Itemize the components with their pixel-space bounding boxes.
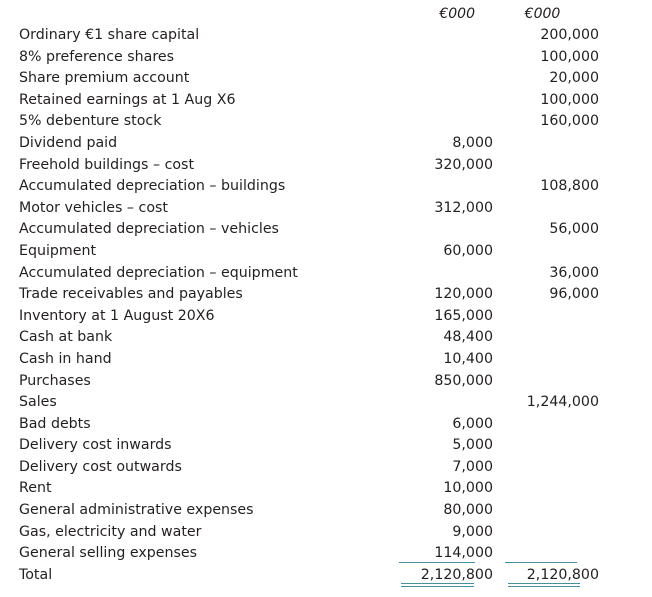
debit-amount: 80,000 bbox=[443, 502, 493, 519]
account-row bbox=[19, 241, 639, 263]
account-row bbox=[19, 371, 639, 393]
credit-total-double-rule bbox=[508, 583, 580, 587]
credit-amount: 100,000 bbox=[540, 48, 599, 65]
account-row bbox=[19, 392, 639, 414]
debit-amount: 850,000 bbox=[434, 372, 493, 389]
account-row bbox=[19, 284, 639, 306]
account-label: Delivery cost outwards bbox=[19, 458, 182, 475]
account-label: Gas, electricity and water bbox=[19, 523, 202, 540]
account-label: Cash in hand bbox=[19, 350, 112, 367]
account-label: Motor vehicles – cost bbox=[19, 199, 168, 216]
account-row bbox=[19, 68, 639, 90]
account-row bbox=[19, 457, 639, 479]
account-label: Equipment bbox=[19, 242, 97, 259]
credit-amount: 160,000 bbox=[540, 113, 599, 130]
account-label: 5% debenture stock bbox=[19, 113, 162, 130]
debit-total-double-rule bbox=[401, 583, 474, 587]
debit-amount: 9,000 bbox=[452, 523, 493, 540]
account-row bbox=[19, 111, 639, 133]
debit-amount: 114,000 bbox=[434, 545, 493, 562]
account-label: General selling expenses bbox=[19, 545, 197, 562]
credit-amount: 56,000 bbox=[549, 221, 599, 238]
account-label: Retained earnings at 1 Aug X6 bbox=[19, 91, 236, 108]
account-label: Accumulated depreciation – buildings bbox=[19, 178, 286, 195]
account-label: Share premium account bbox=[19, 70, 190, 87]
debit-amount: 6,000 bbox=[452, 415, 493, 432]
account-label: Freehold buildings – cost bbox=[19, 156, 195, 173]
account-row bbox=[19, 500, 639, 522]
account-row bbox=[19, 263, 639, 285]
debit-amount: 10,400 bbox=[443, 350, 493, 367]
account-label: Trade receivables and payables bbox=[19, 286, 243, 303]
debit-amount: 10,000 bbox=[443, 480, 493, 497]
account-label: Sales bbox=[19, 394, 57, 411]
account-label: Delivery cost inwards bbox=[19, 437, 172, 454]
account-row bbox=[19, 25, 639, 47]
account-label: Inventory at 1 August 20X6 bbox=[19, 307, 215, 324]
debit-amount: 320,000 bbox=[434, 156, 493, 173]
account-label: Ordinary €1 share capital bbox=[19, 27, 200, 43]
credit-amount: 2,120,800 bbox=[526, 566, 599, 583]
credit-amount: 100,000 bbox=[540, 91, 599, 108]
credit-amount: 200,000 bbox=[540, 27, 599, 43]
account-label: Dividend paid bbox=[19, 134, 118, 151]
account-row bbox=[19, 349, 639, 371]
account-row bbox=[19, 155, 639, 177]
account-row bbox=[19, 176, 639, 198]
account-label: Purchases bbox=[19, 372, 91, 389]
account-row bbox=[19, 327, 639, 349]
account-label: Accumulated depreciation – vehicles bbox=[19, 221, 279, 238]
debit-column-header: €000 bbox=[439, 6, 475, 22]
debit-amount: 165,000 bbox=[434, 307, 493, 324]
debit-amount: 60,000 bbox=[443, 242, 493, 259]
credit-amount: 96,000 bbox=[549, 286, 599, 303]
account-row bbox=[19, 478, 639, 500]
account-label: Bad debts bbox=[19, 415, 91, 432]
account-label: Rent bbox=[19, 480, 52, 497]
account-label: 8% preference shares bbox=[19, 48, 174, 65]
account-row bbox=[19, 219, 639, 241]
debit-amount: 48,400 bbox=[443, 329, 493, 346]
debit-amount: 312,000 bbox=[434, 199, 493, 216]
account-row bbox=[19, 414, 639, 436]
credit-amount: 1,244,000 bbox=[526, 394, 599, 411]
account-label: Accumulated depreciation – equipment bbox=[19, 264, 298, 281]
credit-amount: 20,000 bbox=[549, 70, 599, 87]
debit-amount: 7,000 bbox=[452, 458, 493, 475]
account-label: General administrative expenses bbox=[19, 502, 254, 519]
credit-subtotal-rule bbox=[505, 562, 577, 563]
credit-amount: 36,000 bbox=[549, 264, 599, 281]
account-row bbox=[19, 198, 639, 220]
account-label: Total bbox=[19, 566, 53, 583]
debit-amount: 2,120,800 bbox=[420, 566, 493, 583]
account-row bbox=[19, 522, 639, 544]
debit-amount: 5,000 bbox=[452, 437, 493, 454]
credit-amount: 108,800 bbox=[540, 178, 599, 195]
account-row bbox=[19, 306, 639, 328]
account-row bbox=[19, 47, 639, 69]
debit-amount: 120,000 bbox=[434, 286, 493, 303]
credit-column-header: €000 bbox=[524, 6, 561, 22]
debit-subtotal-rule bbox=[399, 562, 475, 563]
account-label: Cash at bank bbox=[19, 329, 113, 346]
trial-balance-rows bbox=[19, 25, 639, 586]
account-row bbox=[19, 90, 639, 112]
account-row bbox=[19, 133, 639, 155]
debit-amount: 8,000 bbox=[452, 134, 493, 151]
account-row bbox=[19, 435, 639, 457]
